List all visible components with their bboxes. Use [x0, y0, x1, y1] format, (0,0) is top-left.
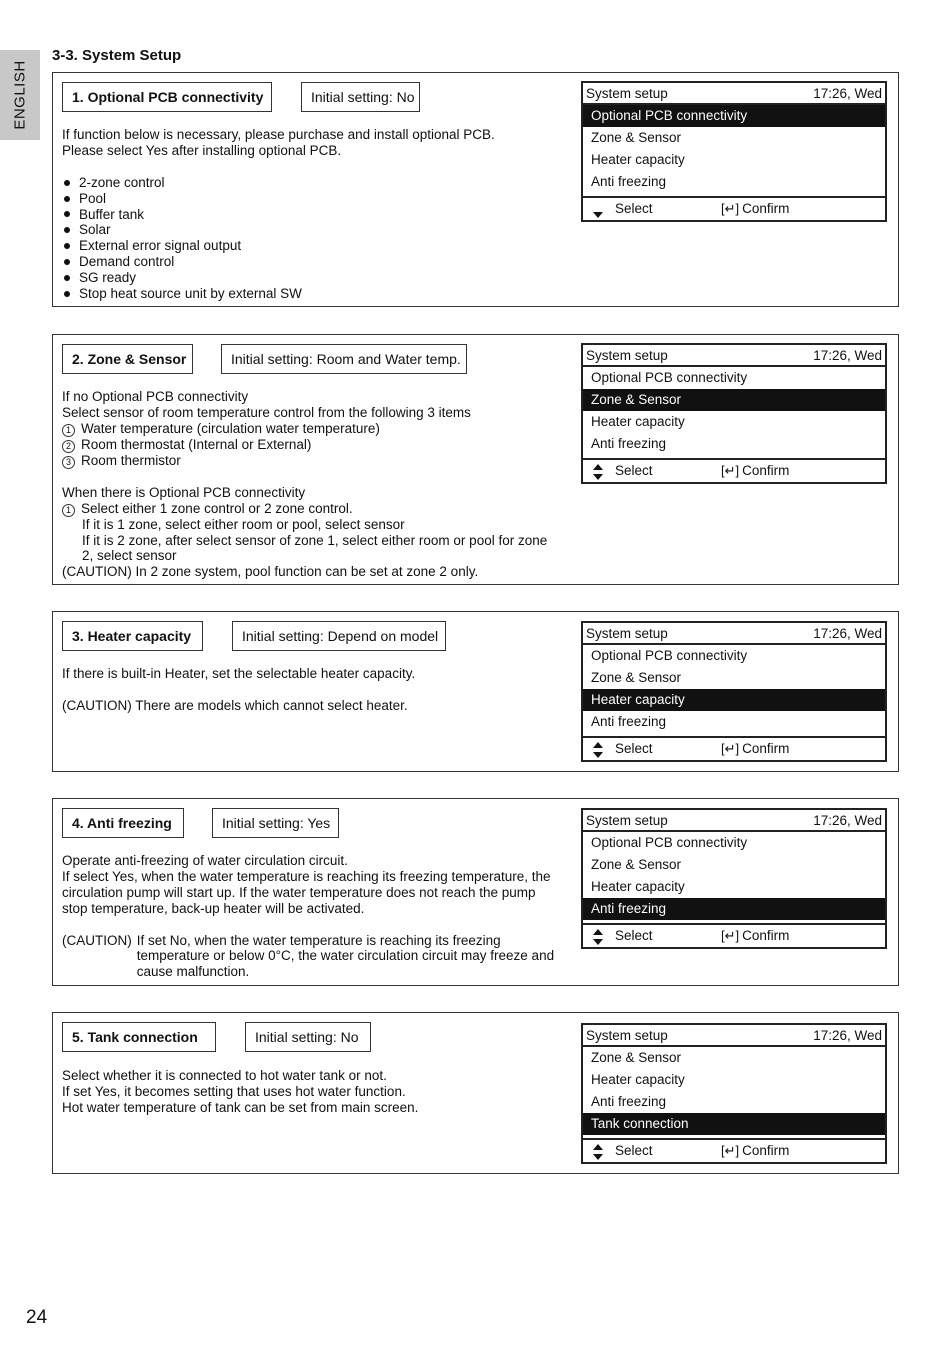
menu-item[interactable]: Anti freezing — [591, 1094, 667, 1109]
menu-item[interactable]: Zone & Sensor — [591, 130, 682, 145]
remote-screen — [581, 81, 887, 222]
menu-item[interactable]: Zone & Sensor — [583, 389, 885, 411]
caution-block — [62, 933, 554, 981]
section-body — [62, 389, 547, 580]
confirm-hint — [721, 925, 789, 947]
section-body — [62, 853, 554, 980]
menu-item[interactable]: Optional PCB connectivity — [583, 105, 885, 127]
screen-clock: 17:26, Wed — [813, 86, 882, 101]
section-heading: 1. Optional PCB connectivity — [62, 82, 272, 112]
screen-title: System setup — [586, 813, 668, 828]
numbered-item: 1 Select either 1 zone control or 2 zone control. — [62, 501, 547, 517]
screen-footer — [583, 196, 885, 220]
numbered-item: 3 Room thermistor — [62, 453, 547, 469]
body-line: stop temperature, back-up heater will be activated. — [62, 900, 365, 916]
up-down-arrows-icon — [593, 742, 604, 758]
menu-item[interactable]: Heater capacity — [583, 689, 885, 711]
remote-screen — [581, 808, 887, 949]
section-body — [62, 127, 495, 302]
screen-title: System setup — [586, 348, 668, 363]
section-heater-capacity — [52, 611, 899, 772]
body-line: When there is Optional PCB connectivity — [62, 484, 306, 500]
caution-line: temperature or below 0°C, the water circulation circuit may freeze and — [136, 948, 555, 964]
menu-item[interactable]: Zone & Sensor — [591, 670, 682, 685]
menu-item[interactable]: Optional PCB connectivity — [591, 648, 748, 663]
confirm-label: Confirm — [742, 201, 790, 216]
menu-item[interactable]: Heater capacity — [591, 1072, 685, 1087]
caution-line: (CAUTION) In 2 zone system, pool function can be set at zone 2 only. — [62, 564, 479, 580]
menu-item[interactable]: Anti freezing — [591, 714, 667, 729]
initial-setting-box: Initial setting: Room and Water temp. — [221, 344, 467, 374]
screen-header — [583, 345, 885, 367]
screen-header — [583, 1025, 885, 1047]
numbered-item: 2 Room thermostat (Internal or External) — [62, 437, 547, 453]
body-line: If it is 1 zone, select either room or pool, select sensor — [82, 516, 405, 532]
section-heading: 4. Anti freezing — [62, 808, 184, 838]
circled-number: 1 — [62, 504, 75, 517]
screen-title: System setup — [586, 626, 668, 641]
caution-line: (CAUTION) There are models which cannot select heater. — [62, 697, 408, 713]
body-line: Select whether it is connected to hot water tank or not. — [62, 1068, 387, 1083]
bullet-item: Pool — [62, 191, 495, 207]
bullet-item: Stop heat source unit by external SW — [62, 286, 495, 302]
section-heading: 3. Heater capacity — [62, 621, 203, 651]
up-down-arrows-icon — [593, 1144, 604, 1160]
section-heading: 5. Tank connection — [62, 1022, 216, 1052]
section-tank-connection — [52, 1012, 899, 1174]
confirm-label: Confirm — [742, 1143, 790, 1158]
body-line: If it is 2 zone, after select sensor of zone 1, select either room or pool for zone — [82, 532, 548, 548]
select-label: Select — [615, 1143, 653, 1158]
menu-item[interactable]: Zone & Sensor — [591, 1050, 682, 1065]
confirm-hint — [721, 1140, 789, 1162]
body-line: Please select Yes after installing optional PCB. — [62, 142, 342, 158]
screen-footer — [583, 736, 885, 760]
screen-footer — [583, 458, 885, 482]
screen-header — [583, 810, 885, 832]
initial-setting-box: Initial setting: Yes — [212, 808, 339, 838]
screen-header — [583, 83, 885, 105]
enter-key-icon: [↵] — [721, 463, 740, 478]
body-line: If select Yes, when the water temperature is reaching its freezing temperature, the — [62, 868, 551, 884]
confirm-label: Confirm — [742, 928, 790, 943]
caution-line: If set No, when the water temperature is reaching its freezing — [136, 932, 501, 948]
up-down-arrows-icon — [593, 464, 604, 480]
menu-item[interactable]: Optional PCB connectivity — [591, 370, 748, 385]
body-line: If function below is necessary, please purchase and install optional PCB. — [62, 127, 495, 142]
section-title: 3-3. System Setup — [52, 47, 182, 64]
bullet-item: Demand control — [62, 254, 495, 270]
menu-item[interactable]: Heater capacity — [591, 879, 685, 894]
body-line: If set Yes, it becomes setting that uses hot water function. — [62, 1083, 406, 1099]
remote-screen — [581, 621, 887, 762]
enter-key-icon: [↵] — [721, 1143, 740, 1158]
bullet-item: Buffer tank — [62, 207, 495, 223]
section-body — [62, 666, 415, 714]
body-line: Select sensor of room temperature control from the following 3 items — [62, 404, 471, 420]
menu-item[interactable]: Anti freezing — [583, 898, 885, 920]
menu-item[interactable]: Zone & Sensor — [591, 857, 682, 872]
confirm-label: Confirm — [742, 741, 790, 756]
bullet-item: External error signal output — [62, 238, 495, 254]
up-down-arrows-icon — [593, 202, 604, 218]
select-label: Select — [615, 201, 653, 216]
body-line: circulation pump will start up. If the water temperature does not reach the pump — [62, 884, 536, 900]
menu-item[interactable]: Anti freezing — [591, 436, 667, 451]
caution-line: cause malfunction. — [136, 964, 250, 980]
circled-number: 1 — [62, 424, 75, 437]
menu-item[interactable]: Anti freezing — [591, 174, 667, 189]
select-label: Select — [615, 741, 653, 756]
screen-title: System setup — [586, 1028, 668, 1043]
screen-clock: 17:26, Wed — [813, 1028, 882, 1043]
select-label: Select — [615, 463, 653, 478]
initial-setting-box: Initial setting: Depend on model — [232, 621, 446, 651]
body-line: Hot water temperature of tank can be set from main screen. — [62, 1099, 419, 1115]
numbered-item: 1 Water temperature (circulation water temperature) — [62, 421, 547, 437]
screen-footer — [583, 923, 885, 947]
bullet-item: SG ready — [62, 270, 495, 286]
enter-key-icon: [↵] — [721, 201, 740, 216]
body-line: If there is built-in Heater, set the selectable heater capacity. — [62, 666, 416, 681]
confirm-hint — [721, 460, 789, 482]
section-body — [62, 1068, 418, 1116]
body-line: Operate anti-freezing of water circulation circuit. — [62, 853, 348, 868]
screen-title: System setup — [586, 86, 668, 101]
initial-setting-box: Initial setting: No — [301, 82, 420, 112]
remote-screen — [581, 343, 887, 484]
section-anti-freezing — [52, 798, 899, 986]
select-label: Select — [615, 928, 653, 943]
body-line: If no Optional PCB connectivity — [62, 389, 249, 404]
language-tab — [0, 50, 40, 140]
enter-key-icon: [↵] — [721, 928, 740, 943]
language-label: ENGLISH — [11, 60, 29, 130]
confirm-hint — [721, 198, 789, 220]
caution-label: (CAUTION) — [62, 932, 132, 948]
section-optional-pcb — [52, 72, 899, 307]
screen-header — [583, 623, 885, 645]
menu-item[interactable]: Optional PCB connectivity — [591, 835, 748, 850]
menu-item[interactable]: Tank connection — [583, 1113, 885, 1135]
enter-key-icon: [↵] — [721, 741, 740, 756]
up-down-arrows-icon — [593, 929, 604, 945]
confirm-label: Confirm — [742, 463, 790, 478]
bullet-item: Solar — [62, 222, 495, 238]
screen-clock: 17:26, Wed — [813, 813, 882, 828]
menu-item[interactable]: Heater capacity — [591, 152, 685, 167]
page-number: 24 — [26, 1307, 48, 1328]
screen-footer — [583, 1138, 885, 1162]
circled-number: 3 — [62, 456, 75, 469]
screen-clock: 17:26, Wed — [813, 348, 882, 363]
initial-setting-box: Initial setting: No — [245, 1022, 371, 1052]
menu-item[interactable]: Heater capacity — [591, 414, 685, 429]
remote-screen — [581, 1023, 887, 1164]
body-line: 2, select sensor — [82, 548, 177, 564]
section-heading: 2. Zone & Sensor — [62, 344, 193, 374]
screen-clock: 17:26, Wed — [813, 626, 882, 641]
bullet-item: 2-zone control — [62, 175, 495, 191]
circled-number: 2 — [62, 440, 75, 453]
confirm-hint — [721, 738, 789, 760]
section-zone-sensor — [52, 334, 899, 585]
